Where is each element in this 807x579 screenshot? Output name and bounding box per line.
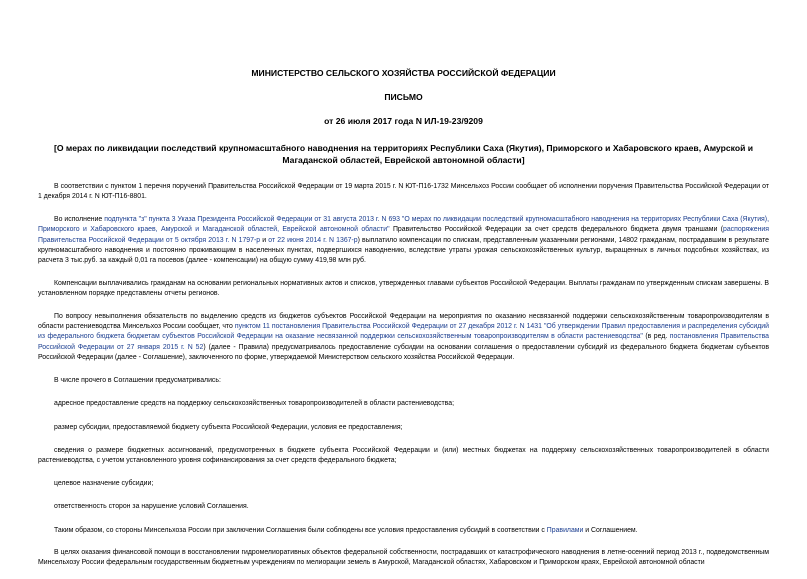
link-order-1367r[interactable]: от 22 июня 2014 г. N 1367-р (268, 236, 358, 244)
paragraph-4-text-c: ) (далее - Правила) предусматривалось предоставление субсидии на основании соглашения о предоставлении субсидий из федерального бюджета бюджетам субъектов Российской Федерации (далее - Соглашение), заключенного по форме, утверждаемой Министерством сельского хозяйства Российской Федерации. (38, 343, 770, 362)
paragraph-12: В целях оказания финансовой помощи в восстановлении гидромелиоративных объектов федеральной собственности, пострадавших от катастрофического наводнения в летне-осенний период 2013 г., подведомственным Минсельхозу России федеральным государственным бюджетным учреждениям по мелиорации земель в Амурской, Магаданской областях, Хабаровском и Приморском краях, Еврейской автономной области (38, 548, 769, 567)
paragraph-11-text-a: Таким образом, со стороны Минсельхоза России при заключении Соглашения были соблюдены все условия предоставления субсидий в соответствии с (54, 526, 547, 534)
paragraph-1: В соответствии с пунктом 1 перечня поручений Правительства Российской Федерации от 19 марта 2015 г. N ЮТ-П16-1732 Минсельхоз России сообщает об исполнении поручения Правительства Российской Федерации от 1 декабря 2014 г. N ЮТ-П16-8801. (38, 183, 769, 201)
paragraph-4-text-a: По вопросу невыполнения обязательств по выделению средств из бюджетов субъектов Российской Федерации на мероприятия по оказанию несвязанной поддержки сельскохозяйственным товаропроизводителям в области растениеводства Минсельхоз России сообщает, что (38, 312, 769, 331)
link-order-1797r[interactable]: распоряжения Правительства Российской Федерации от 5 октября 2013 г. N 1797-р (38, 226, 770, 244)
paragraph-2 (38, 215, 769, 267)
paragraph-9: целевое назначение субсидии; (54, 479, 154, 487)
paragraph-2-text-d: ) выплатило компенсации по спискам, представленным указанными регионами, 14802 гражданам, пострадавшим в результате крупномасштабного наводнения и постоянно проживающим в населенных пунктах, подвергшихся наводнению, вследствие утраты урожая сельскохозяйственных культур, выращенных в личных подсобных хозяйствах, из расчета 3 тыс.руб. за каждый 0,01 га посевов (далее - компенсации) на общую сумму 419,98 млн руб. (38, 236, 769, 265)
link-rules[interactable]: Правилами (546, 526, 584, 534)
paragraph-7: размер субсидии, предоставляемой бюджету субъекта Российской Федерации, условия ее предоставления; (54, 423, 403, 431)
paragraph-4 (38, 312, 769, 364)
paragraph-2-text-a: Во исполнение (54, 215, 105, 223)
document-body (38, 182, 769, 579)
document-type: ПИСЬМО (384, 92, 423, 102)
paragraph-2-text-b: Правительство Российской Федерации за счет средств федерального бюджета двумя траншами ( (389, 226, 724, 234)
paragraph-6: адресное предоставление средств на поддержку сельскохозяйственных товаропроизводителей в области растениеводства; (54, 400, 455, 408)
paragraph-4-text-b: (в ред. (642, 333, 670, 341)
link-decree-693[interactable]: подпункта "з" пункта 3 Указа Президента Российской Федерации от 31 августа 2013 г. N 693 "О мерах по ликвидации последствий крупномасштабного наводнения на территориях Республики Саха (Якутия), Приморского и Хабаровского краев, Амурской и Магаданской областей, Еврейской автономной области" (38, 215, 769, 234)
paragraph-11-text-b: и Соглашением. (583, 526, 638, 534)
document-subject: [О мерах по ликвидации последствий крупномасштабного наводнения на территориях Республики Саха (Якутия), Приморского и Хабаровского краев, Амурской и Магаданской областей, Еврейской автономной области] (53, 143, 754, 165)
paragraph-12-clip (38, 548, 769, 579)
paragraph-5: В числе прочего в Соглашении предусматривались: (54, 376, 221, 384)
ministry-title: МИНИСТЕРСТВО СЕЛЬСКОГО ХОЗЯЙСТВА РОССИЙСКОЙ ФЕДЕРАЦИИ (251, 68, 556, 78)
paragraph-10: ответственность сторон за нарушение условий Соглашения. (54, 503, 249, 511)
link-resolution-1431[interactable]: пунктом 11 постановления Правительства Российской Федерации от 27 декабря 2012 г. N 1431 "Об утверждении Правил предоставления и распределения субсидий из федерального бюджета бюджетам субъектов Российской Федерации на оказание несвязанной поддержки сельскохозяйственным товаропроизводителям в области растениеводства" (38, 323, 769, 341)
paragraph-2-text-c: и (260, 236, 269, 244)
paragraph-11 (38, 526, 769, 536)
document-date: от 26 июля 2017 года N ИЛ-19-23/9209 (324, 116, 483, 126)
paragraph-8: сведения о размере бюджетных ассигнований, предусмотренных в бюджете субъекта Российской Федерации и (или) местных бюджетах на поддержку сельскохозяйственных товаропроизводителей в области растениеводства, с учетом установленного уровня софинансирования за счет средств федерального бюджета; (38, 446, 769, 465)
paragraph-3: Компенсации выплачивались гражданам на основании региональных нормативных актов и списков, утвержденных главами субъектов Российской Федерации. Выплаты гражданам по утвержденным спискам завершены. В установленном порядке представлены отчеты регионов. (38, 279, 769, 298)
link-resolution-52[interactable]: постановления Правительства Российской Федерации от 27 января 2015 г. N 52 (38, 333, 769, 351)
